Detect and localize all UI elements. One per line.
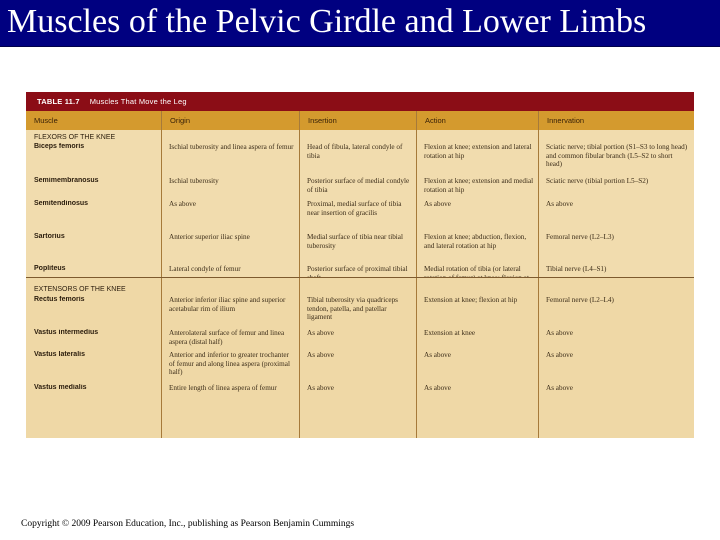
action-cell: As above — [424, 384, 451, 392]
muscle-table-figure — [26, 92, 694, 438]
action-cell: Extension at knee — [424, 329, 476, 337]
table-row — [26, 351, 694, 377]
header-innervation: Innervation — [538, 111, 694, 130]
table-row — [26, 233, 694, 250]
innervation-cell: As above — [546, 351, 573, 359]
insertion-cell: As above — [307, 329, 334, 337]
slide-title-bar — [0, 0, 720, 47]
header-origin: Origin — [161, 111, 299, 130]
action-cell: Flexion at knee; extension and lateral rotation at hip — [424, 143, 532, 160]
innervation-cell: As above — [546, 384, 573, 392]
insertion-cell: Proximal, medial surface of tibia near insertion of gracilis — [307, 200, 402, 217]
insertion-cell: Medial surface of tibia near tibial tuberosity — [307, 233, 403, 250]
action-cell: Extension at knee; flexion at hip — [424, 296, 518, 304]
extensors-section — [26, 277, 694, 438]
innervation-cell: Femoral nerve (L2–L4) — [546, 296, 614, 304]
innervation-cell: Sciatic nerve (tibial portion L5–S2) — [546, 177, 649, 185]
extensors-section-label: EXTENSORS OF THE KNEE — [34, 286, 126, 293]
action-cell: As above — [424, 351, 451, 359]
header-insertion: Insertion — [299, 111, 416, 130]
insertion-cell: Posterior surface of proximal tibial — [307, 265, 408, 273]
header-muscle: Muscle — [34, 116, 58, 125]
muscle-cell: Vastus lateralis — [34, 351, 85, 358]
innervation-cell: Sciatic nerve; tibial portion (S1–S3 to long head) and common fibular branch (L5–S2 to short head) — [546, 143, 688, 169]
origin-cell: Anterolateral surface of femur and linea aspera (distal half) — [169, 329, 285, 346]
innervation-cell: As above — [546, 200, 573, 208]
slide-title: Muscles of the Pelvic Girdle and Lower Limbs — [7, 3, 647, 40]
insertion-cell: As above — [307, 351, 334, 359]
action-cell: Flexion at knee; abduction, flexion, and lateral rotation at hip — [424, 233, 527, 250]
table-header-row — [26, 111, 694, 130]
innervation-cell: Femoral nerve (L2–L3) — [546, 233, 614, 241]
muscle-cell: Popliteus — [34, 265, 66, 272]
origin-cell: Anterior and inferior to greater trochanter of femur and along linea aspera (proximal half) — [169, 351, 290, 377]
origin-cell: Anterior inferior iliac spine and superior acetabular rim of ilium — [169, 296, 286, 313]
innervation-cell: Tibial nerve (L4–S1) — [546, 265, 607, 273]
table-number: TABLE 11.7 — [37, 97, 80, 106]
table-caption — [26, 92, 694, 111]
insertion-cell: As above — [307, 384, 334, 392]
table-row — [26, 384, 694, 393]
insertion-cell: Head of fibula, lateral condyle of tibia — [307, 143, 403, 160]
origin-cell: As above — [169, 200, 196, 208]
flexors-section — [26, 130, 694, 277]
muscle-cell: Vastus intermedius — [34, 329, 99, 336]
copyright-footer: Copyright © 2009 Pearson Education, Inc., publishing as Pearson Benjamin Cummings — [21, 519, 355, 529]
muscle-cell: Semimembranosus — [34, 177, 99, 184]
table-row — [26, 200, 694, 217]
header-action: Action — [416, 111, 538, 130]
table-row — [26, 329, 694, 346]
table-row — [26, 177, 694, 194]
origin-cell: Anterior superior iliac spine — [169, 233, 250, 241]
muscle-cell: Biceps femoris — [34, 143, 85, 150]
table-row — [26, 143, 694, 169]
muscle-cell: Semitendinosus — [34, 200, 89, 207]
muscle-cell: Rectus femoris — [34, 296, 85, 303]
action-cell: As above — [424, 200, 451, 208]
table-caption-text: Muscles That Move the Leg — [89, 97, 187, 106]
insertion-cell: Posterior surface of medial condyle of tibia — [307, 177, 410, 194]
action-cell: Flexion at knee; extension and medial rotation at hip — [424, 177, 534, 194]
origin-cell: Ischial tuberosity — [169, 177, 219, 185]
origin-cell: Ischial tuberosity and linea aspera of femur — [169, 143, 294, 151]
origin-cell: Lateral condyle of femur — [169, 265, 241, 273]
origin-cell: Entire length of linea aspera of femur — [169, 384, 277, 392]
table-row — [26, 296, 694, 322]
insertion-cell: Tibial tuberosity via quadriceps tendon, patella, and patellar ligament — [307, 296, 398, 322]
muscle-cell: Sartorius — [34, 233, 65, 240]
muscle-cell: Vastus medialis — [34, 384, 87, 391]
flexors-section-label: FLEXORS OF THE KNEE — [34, 134, 116, 141]
action-cell: Medial rotation of tibia (or lateral — [424, 265, 521, 273]
innervation-cell: As above — [546, 329, 573, 337]
